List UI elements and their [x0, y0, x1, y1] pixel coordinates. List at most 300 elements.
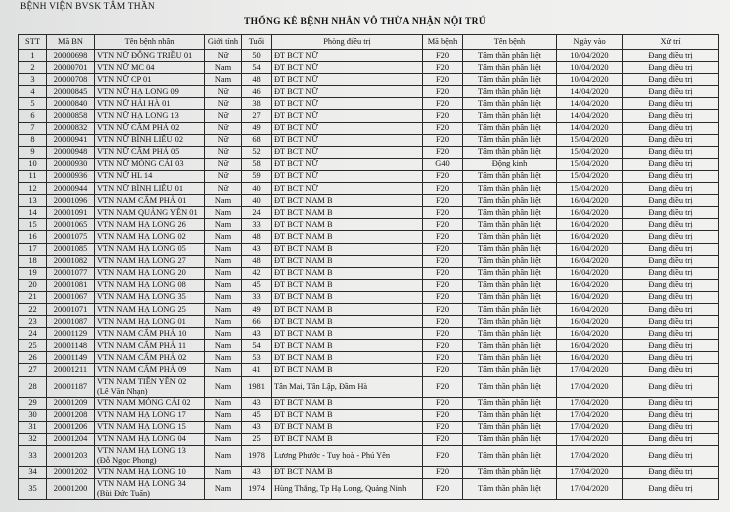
stt-cell: 26	[19, 352, 47, 364]
patient-name-cell: VTN NAM HẠ LONG 08	[95, 279, 205, 291]
patient-name-cell: VTN NỮ HẠ LONG 13	[95, 110, 205, 122]
disease-code-cell: F20	[423, 62, 463, 74]
disease-code-cell: F20	[423, 433, 463, 445]
age-cell: 49	[242, 303, 272, 315]
disease-name-cell: Tâm thần phân liệt	[463, 376, 557, 397]
disease-code-cell: G40	[423, 158, 463, 170]
patient-real-name: (Bùi Đức Tuấn)	[97, 489, 150, 498]
disease-code-cell: F20	[423, 352, 463, 364]
status-cell: Đang điều trị	[623, 183, 719, 195]
room-cell: ĐT BCT NAM B	[272, 231, 423, 243]
admission-date-cell: 17/04/2020	[557, 433, 623, 445]
table-row	[19, 316, 719, 328]
admission-date-cell: 17/04/2020	[557, 466, 623, 478]
age-cell: 58	[242, 158, 272, 170]
gender-cell: Nữ	[205, 134, 242, 146]
room-cell: ĐT BCT NỮ	[272, 146, 423, 158]
status-cell: Đang điều trị	[623, 243, 719, 255]
disease-name-cell: Tâm thần phân liệt	[463, 146, 557, 158]
disease-code-cell: F20	[423, 231, 463, 243]
disease-code-cell: F20	[423, 364, 463, 376]
disease-name-cell: Tâm thần phân liệt	[463, 328, 557, 340]
room-cell: ĐT BCT NAM B	[272, 409, 423, 421]
disease-code-cell: F20	[423, 146, 463, 158]
stt-cell: 32	[19, 433, 47, 445]
stt-cell: 7	[19, 122, 47, 134]
room-cell: ĐT BCT NAM B	[272, 352, 423, 364]
patient-name-cell: VTN NAM HẠ LONG 10	[95, 466, 205, 478]
status-cell: Đang điều trị	[623, 98, 719, 110]
status-cell: Đang điều trị	[623, 62, 719, 74]
age-cell: 40	[242, 195, 272, 207]
status-cell: Đang điều trị	[623, 328, 719, 340]
gender-cell: Nam	[205, 352, 242, 364]
gender-cell: Nam	[205, 195, 242, 207]
table-row	[19, 170, 719, 182]
stt-cell: 12	[19, 183, 47, 195]
patient-id-cell: 20001067	[47, 291, 95, 303]
patient-id-cell: 20001071	[47, 303, 95, 315]
age-cell: 54	[242, 340, 272, 352]
patient-alias: VTN NAM TIÊN YÊN 02	[97, 376, 187, 386]
patient-name-cell: VTN NỮ CẨM PHẢ 02	[95, 122, 205, 134]
table-row	[19, 62, 719, 74]
gender-cell: Nữ	[205, 183, 242, 195]
age-cell: 38	[242, 98, 272, 110]
gender-cell: Nam	[205, 328, 242, 340]
disease-name-cell: Động kinh	[463, 158, 557, 170]
table-row	[19, 303, 719, 315]
status-cell: Đang điều trị	[623, 110, 719, 122]
patient-alias: VTN NAM HẠ LONG 34	[97, 479, 186, 488]
table-row	[19, 409, 719, 421]
admission-date-cell: 15/04/2020	[557, 146, 623, 158]
disease-code-cell: F20	[423, 122, 463, 134]
patient-id-cell: 20001087	[47, 316, 95, 328]
admission-date-cell: 16/04/2020	[557, 231, 623, 243]
admission-date-cell: 14/04/2020	[557, 86, 623, 98]
patient-id-cell: 20001081	[47, 279, 95, 291]
disease-code-cell: F20	[423, 316, 463, 328]
room-cell: ĐT BCT NAM B	[272, 466, 423, 478]
status-cell: Đang điều trị	[623, 86, 719, 98]
age-cell: 50	[242, 50, 272, 62]
patient-id-cell: 20001202	[47, 466, 95, 478]
patient-name-cell: VTN NỮ ĐÔNG TRIỀU 01	[95, 50, 205, 62]
gender-cell: Nam	[205, 255, 242, 267]
disease-name-cell: Tâm thần phân liệt	[463, 86, 557, 98]
document-title: THỐNG KÊ BỆNH NHÂN VÔ THỪA NHẬN NỘI TRÚ	[243, 17, 487, 27]
patient-id-cell: 20001148	[47, 340, 95, 352]
stt-cell: 18	[19, 255, 47, 267]
room-cell: ĐT BCT NỮ	[272, 86, 423, 98]
admission-date-cell: 10/04/2020	[557, 74, 623, 86]
status-cell: Đang điều trị	[623, 146, 719, 158]
stt-cell: 33	[19, 445, 47, 466]
admission-date-cell: 16/04/2020	[557, 279, 623, 291]
admission-date-cell: 10/04/2020	[557, 62, 623, 74]
room-cell: ĐT BCT NỮ	[272, 62, 423, 74]
room-cell: ĐT BCT NỮ	[272, 98, 423, 110]
patient-name-cell: VTN NAM HẠ LONG 04	[95, 433, 205, 445]
stt-cell: 11	[19, 170, 47, 182]
disease-code-cell: F20	[423, 170, 463, 182]
patient-id-cell: 20000701	[47, 62, 95, 74]
patient-id-cell: 20001209	[47, 397, 95, 409]
room-cell: ĐT BCT NỮ	[272, 134, 423, 146]
patient-id-cell: 20000845	[47, 86, 95, 98]
room-cell: ĐT BCT NAM B	[272, 243, 423, 255]
age-cell: 24	[242, 207, 272, 219]
admission-date-cell: 17/04/2020	[557, 409, 623, 421]
table-row	[19, 267, 719, 279]
gender-cell: Nam	[205, 231, 242, 243]
room-cell: ĐT BCT NAM B	[272, 397, 423, 409]
disease-name-cell: Tâm thần phân liệt	[463, 134, 557, 146]
status-cell: Đang điều trị	[623, 207, 719, 219]
patient-name-cell: VTN NAM HẠ LONG 01	[95, 316, 205, 328]
gender-cell: Nam	[205, 397, 242, 409]
room-cell: ĐT BCT NỮ	[272, 158, 423, 170]
gender-cell: Nam	[205, 364, 242, 376]
hospital-name: BỆNH VIỆN BVSK TÂM THẦN	[20, 2, 155, 12]
gender-cell: Nam	[205, 291, 242, 303]
gender-cell: Nam	[205, 479, 242, 500]
patient-name-cell: VTN NAM HẠ LONG 27	[95, 255, 205, 267]
table-row	[19, 50, 719, 62]
room-cell: ĐT BCT NAM B	[272, 219, 423, 231]
age-cell: 45	[242, 409, 272, 421]
gender-cell: Nam	[205, 340, 242, 352]
patient-id-cell: 20000858	[47, 110, 95, 122]
age-cell: 43	[242, 328, 272, 340]
table-row	[19, 466, 719, 478]
table-row	[19, 195, 719, 207]
status-cell: Đang điều trị	[623, 421, 719, 433]
room-cell: ĐT BCT NỮ	[272, 170, 423, 182]
stt-cell: 3	[19, 74, 47, 86]
admission-date-cell: 16/04/2020	[557, 352, 623, 364]
age-cell: 45	[242, 279, 272, 291]
stt-cell: 24	[19, 328, 47, 340]
age-cell: 33	[242, 219, 272, 231]
disease-code-cell: F20	[423, 110, 463, 122]
gender-cell: Nam	[205, 433, 242, 445]
disease-code-cell: F20	[423, 183, 463, 195]
room-cell: ĐT BCT NAM B	[272, 316, 423, 328]
age-cell: 42	[242, 267, 272, 279]
patient-name-cell: VTN NAM MÓNG CÁI 02	[95, 397, 205, 409]
patient-name-cell: VTN NAM CẨM PHẢ 11	[95, 340, 205, 352]
disease-code-cell: F20	[423, 328, 463, 340]
age-cell: 48	[242, 231, 272, 243]
disease-name-cell: Tâm thần phân liệt	[463, 291, 557, 303]
age-cell: 49	[242, 122, 272, 134]
age-cell: 33	[242, 291, 272, 303]
gender-cell: Nam	[205, 303, 242, 315]
col-header: Mã bệnh	[423, 35, 463, 50]
col-header: Ngày vào	[557, 35, 623, 50]
admission-date-cell: 14/04/2020	[557, 110, 623, 122]
disease-code-cell: F20	[423, 267, 463, 279]
stt-cell: 29	[19, 397, 47, 409]
room-cell: ĐT BCT NỮ	[272, 110, 423, 122]
gender-cell: Nam	[205, 279, 242, 291]
table-row	[19, 86, 719, 98]
patient-id-cell: 20001203	[47, 445, 95, 466]
table-row	[19, 433, 719, 445]
status-cell: Đang điều trị	[623, 364, 719, 376]
table-row	[19, 479, 719, 500]
gender-cell: Nữ	[205, 110, 242, 122]
col-header: Giới tính	[205, 35, 242, 50]
status-cell: Đang điều trị	[623, 409, 719, 421]
patient-id-cell: 20000948	[47, 146, 95, 158]
patient-name-cell: VTN NAM CẨM PHẢ 02	[95, 352, 205, 364]
patient-id-cell: 20001204	[47, 433, 95, 445]
room-cell: ĐT BCT NAM B	[272, 207, 423, 219]
status-cell: Đang điều trị	[623, 291, 719, 303]
patient-id-cell: 20000930	[47, 158, 95, 170]
status-cell: Đang điều trị	[623, 219, 719, 231]
disease-code-cell: F20	[423, 409, 463, 421]
status-cell: Đang điều trị	[623, 255, 719, 267]
admission-date-cell: 17/04/2020	[557, 445, 623, 466]
age-cell: 43	[242, 397, 272, 409]
patient-name-cell: VTN NAM HẠ LONG 02	[95, 231, 205, 243]
status-cell: Đang điều trị	[623, 316, 719, 328]
age-cell: 54	[242, 62, 272, 74]
gender-cell: Nữ	[205, 86, 242, 98]
patient-name-cell: VTN NỮ CẨM PHẢ 05	[95, 146, 205, 158]
gender-cell: Nữ	[205, 146, 242, 158]
room-cell: ĐT BCT NAM B	[272, 328, 423, 340]
admission-date-cell: 16/04/2020	[557, 303, 623, 315]
table-row	[19, 74, 719, 86]
table-header-row	[19, 35, 719, 50]
table-row	[19, 352, 719, 364]
patient-name-cell	[95, 376, 205, 397]
gender-cell: Nam	[205, 74, 242, 86]
patient-name-cell: VTN NAM HẠ LONG 25	[95, 303, 205, 315]
table-row	[19, 445, 719, 466]
admission-date-cell: 17/04/2020	[557, 479, 623, 500]
admission-date-cell: 16/04/2020	[557, 195, 623, 207]
stt-cell: 8	[19, 134, 47, 146]
gender-cell: Nam	[205, 316, 242, 328]
age-cell: 25	[242, 433, 272, 445]
status-cell: Đang điều trị	[623, 397, 719, 409]
status-cell: Đang điều trị	[623, 195, 719, 207]
patient-name-cell: VTN NAM HẠ LONG 17	[95, 409, 205, 421]
table-row	[19, 376, 719, 397]
table-row	[19, 291, 719, 303]
admission-date-cell: 16/04/2020	[557, 255, 623, 267]
admission-date-cell: 16/04/2020	[557, 316, 623, 328]
status-cell: Đang điều trị	[623, 433, 719, 445]
patient-alias: VTN NAM HẠ LONG 13	[97, 445, 186, 455]
patient-name-cell: VTN NAM HẠ LONG 26	[95, 219, 205, 231]
patient-id-cell: 20001091	[47, 207, 95, 219]
gender-cell: Nam	[205, 409, 242, 421]
age-cell: 43	[242, 466, 272, 478]
patient-id-cell: 20001129	[47, 328, 95, 340]
disease-code-cell: F20	[423, 195, 463, 207]
table-body	[19, 50, 719, 500]
disease-name-cell: Tâm thần phân liệt	[463, 421, 557, 433]
admission-date-cell: 10/04/2020	[557, 50, 623, 62]
admission-date-cell: 17/04/2020	[557, 421, 623, 433]
disease-name-cell: Tâm thần phân liệt	[463, 170, 557, 182]
patient-id-cell: 20001077	[47, 267, 95, 279]
age-cell: 53	[242, 352, 272, 364]
disease-code-cell: F20	[423, 291, 463, 303]
room-cell: ĐT BCT NAM B	[272, 267, 423, 279]
patient-id-cell: 20001096	[47, 195, 95, 207]
table-row	[19, 279, 719, 291]
col-header: Xử trí	[623, 35, 719, 50]
patient-name-cell: VTN NAM QUẢNG YÊN 01	[95, 207, 205, 219]
patient-id-cell: 20000708	[47, 74, 95, 86]
patient-id-cell: 20000840	[47, 98, 95, 110]
disease-name-cell: Tâm thần phân liệt	[463, 364, 557, 376]
table-row	[19, 364, 719, 376]
disease-name-cell: Tâm thần phân liệt	[463, 279, 557, 291]
stt-cell: 20	[19, 279, 47, 291]
status-cell: Đang điều trị	[623, 170, 719, 182]
patient-id-cell: 20001187	[47, 376, 95, 397]
patient-id-cell: 20000944	[47, 183, 95, 195]
age-cell: 68	[242, 134, 272, 146]
admission-date-cell: 17/04/2020	[557, 364, 623, 376]
patient-name-cell: VTN NỮ MC 04	[95, 62, 205, 74]
table-row	[19, 158, 719, 170]
admission-date-cell: 15/04/2020	[557, 134, 623, 146]
disease-name-cell: Tâm thần phân liệt	[463, 340, 557, 352]
disease-code-cell: F20	[423, 376, 463, 397]
stt-cell: 15	[19, 219, 47, 231]
patient-id-cell: 20001075	[47, 231, 95, 243]
room-cell: ĐT BCT NỮ	[272, 183, 423, 195]
status-cell: Đang điều trị	[623, 50, 719, 62]
age-cell: 1981	[242, 376, 272, 397]
disease-name-cell: Tâm thần phân liệt	[463, 479, 557, 500]
patient-name-cell: VTN NAM CẨM PHẢ 09	[95, 364, 205, 376]
patient-id-cell: 20001149	[47, 352, 95, 364]
col-header: Phòng điều trị	[272, 35, 423, 50]
table-row	[19, 183, 719, 195]
gender-cell: Nam	[205, 243, 242, 255]
patient-id-cell: 20001208	[47, 409, 95, 421]
stt-cell: 27	[19, 364, 47, 376]
disease-code-cell: F20	[423, 421, 463, 433]
room-cell: Hùng Thắng, Tp Hạ Long, Quảng Ninh	[272, 479, 423, 500]
gender-cell: Nam	[205, 207, 242, 219]
stt-cell: 13	[19, 195, 47, 207]
table-row	[19, 146, 719, 158]
patient-name-cell: VTN NỮ CP 01	[95, 74, 205, 86]
admission-date-cell: 16/04/2020	[557, 243, 623, 255]
patient-name-cell: VTN NAM CẨM PHẢ 01	[95, 195, 205, 207]
disease-code-cell: F20	[423, 98, 463, 110]
disease-name-cell: Tâm thần phân liệt	[463, 122, 557, 134]
patient-id-cell: 20001082	[47, 255, 95, 267]
disease-code-cell: F20	[423, 134, 463, 146]
disease-name-cell: Tâm thần phân liệt	[463, 195, 557, 207]
disease-code-cell: F20	[423, 303, 463, 315]
patient-table	[18, 34, 719, 500]
disease-code-cell: F20	[423, 466, 463, 478]
admission-date-cell: 16/04/2020	[557, 340, 623, 352]
disease-name-cell: Tâm thần phân liệt	[463, 219, 557, 231]
gender-cell: Nam	[205, 62, 242, 74]
stt-cell: 19	[19, 267, 47, 279]
table-row	[19, 328, 719, 340]
table-row	[19, 98, 719, 110]
age-cell: 52	[242, 146, 272, 158]
disease-code-cell: F20	[423, 255, 463, 267]
stt-cell: 25	[19, 340, 47, 352]
age-cell: 48	[242, 74, 272, 86]
stt-cell: 31	[19, 421, 47, 433]
disease-name-cell: Tâm thần phân liệt	[463, 316, 557, 328]
patient-id-cell: 20001206	[47, 421, 95, 433]
room-cell: ĐT BCT NAM B	[272, 364, 423, 376]
table-row	[19, 243, 719, 255]
patient-name-cell: VTN NAM CẨM PHẢ 10	[95, 328, 205, 340]
disease-code-cell: F20	[423, 340, 463, 352]
patient-id-cell: 20001200	[47, 479, 95, 500]
col-header: Tên bệnh nhân	[95, 35, 205, 50]
stt-cell: 23	[19, 316, 47, 328]
status-cell: Đang điều trị	[623, 376, 719, 397]
age-cell: 66	[242, 316, 272, 328]
patient-name-cell: VTN NỮ HẠ LONG 09	[95, 86, 205, 98]
table-row	[19, 122, 719, 134]
patient-real-name: (Đỗ Ngọc Phong)	[97, 455, 157, 465]
stt-cell: 22	[19, 303, 47, 315]
patient-name-cell: VTN NỮ HL 14	[95, 170, 205, 182]
stt-cell: 6	[19, 110, 47, 122]
admission-date-cell: 14/04/2020	[557, 122, 623, 134]
gender-cell: Nam	[205, 219, 242, 231]
stt-cell: 5	[19, 98, 47, 110]
disease-code-cell: F20	[423, 279, 463, 291]
status-cell: Đang điều trị	[623, 479, 719, 500]
room-cell: ĐT BCT NAM B	[272, 255, 423, 267]
age-cell: 48	[242, 255, 272, 267]
patient-id-cell: 20000698	[47, 50, 95, 62]
admission-date-cell: 15/04/2020	[557, 183, 623, 195]
gender-cell: Nam	[205, 267, 242, 279]
status-cell: Đang điều trị	[623, 340, 719, 352]
patient-name-cell: VTN NAM HẠ LONG 05	[95, 243, 205, 255]
admission-date-cell: 16/04/2020	[557, 219, 623, 231]
patient-id-cell: 20001211	[47, 364, 95, 376]
admission-date-cell: 16/04/2020	[557, 328, 623, 340]
disease-name-cell: Tâm thần phân liệt	[463, 50, 557, 62]
disease-name-cell: Tâm thần phân liệt	[463, 445, 557, 466]
room-cell: ĐT BCT NỮ	[272, 122, 423, 134]
admission-date-cell: 14/04/2020	[557, 98, 623, 110]
stt-cell: 28	[19, 376, 47, 397]
disease-name-cell: Tâm thần phân liệt	[463, 397, 557, 409]
col-header: Tên bệnh	[463, 35, 557, 50]
admission-date-cell: 16/04/2020	[557, 207, 623, 219]
col-header: STT	[19, 35, 47, 50]
disease-name-cell: Tâm thần phân liệt	[463, 303, 557, 315]
room-cell: ĐT BCT NAM B	[272, 195, 423, 207]
